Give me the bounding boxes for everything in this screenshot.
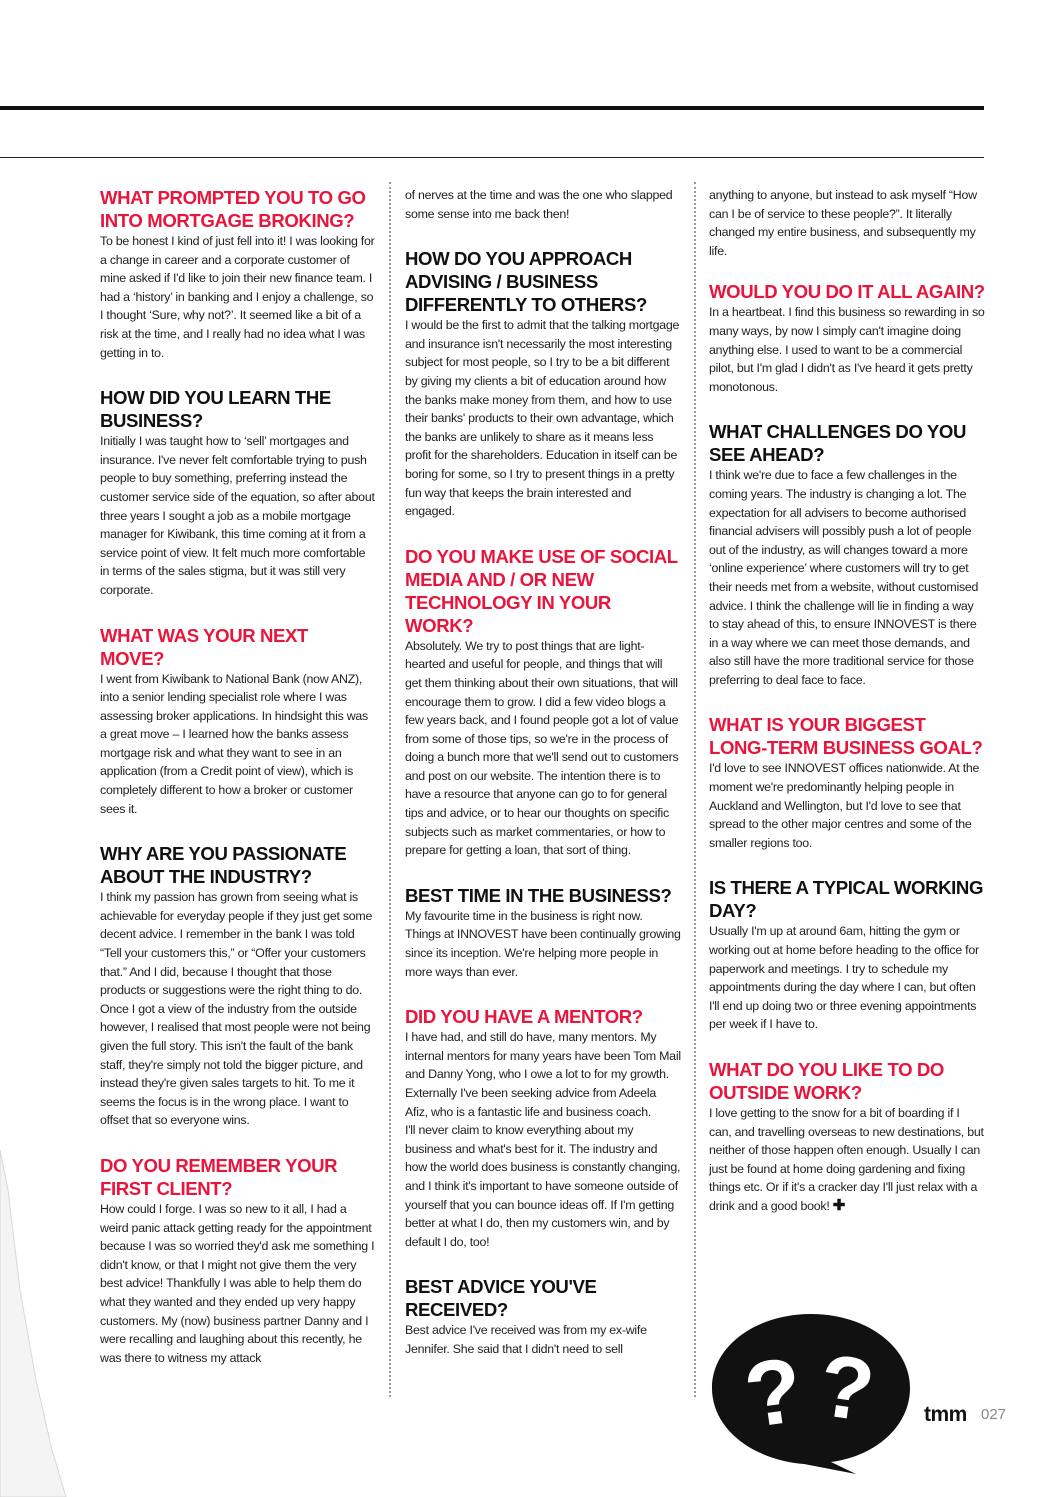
- question-heading: WHAT CHALLENGES DO YOU SEE AHEAD?: [709, 421, 967, 466]
- question-heading: WHAT IS YOUR BIGGEST LONG-TERM BUSINESS GOAL?: [709, 714, 983, 759]
- answer-text: I have had, and still do have, many mentors. My internal mentors for many years have been Tom Mail and Danny Yong, who I owe a lot to for my growth. Externally I've been seeking advice from Adeela Afiz, who is a fantastic life and business coach.: [405, 1030, 681, 1119]
- answer-body: I love getting to the snow for a bit of boarding if I can, and travelling overseas to new destinations, but neither of those happen often enough. Usually I can just be found at home doing gardening and fixing things etc. Or if it's a cracker day I'll just relax with a drink and a good book!: [709, 1106, 984, 1213]
- question-heading: HOW DO YOU APPROACH ADVISING / BUSINESS DIFFERENTLY TO OTHERS?: [405, 248, 647, 316]
- answer-text: I'd love to see INNOVEST offices nationwide. At the moment we're predominantly helping people in Auckland and Wellington, but I'd love to see that spread to the other major centres and some of the smaller regions too.: [709, 761, 980, 850]
- answer-text: In a heartbeat. I find this business so rewarding in so many ways, by now I simply can't imagine doing anything else. I used to want to be a commercial pilot, but I'm glad I didn't as I've heard it gets pretty monotonous.: [709, 305, 985, 394]
- question-heading: DID YOU HAVE A MENTOR?: [405, 1006, 643, 1028]
- question-heading: HOW DID YOU LEARN THE BUSINESS?: [100, 387, 331, 432]
- left-edge-figure: [0, 1150, 70, 1497]
- answer-text: [709, 1104, 985, 1216]
- answer-text: Best advice I've received was from my ex-wife Jennifer. She said that I didn't need to sell: [405, 1323, 647, 1356]
- answer-text: Initially I was taught how to ‘sell’ mortgages and insurance. I've never felt comfortable trying to push people to buy something, preferring instead the customer service side of the equation, so after about three years I sought a job as a mobile mortgage manager for Kiwibank, this time coming at it from a service point of view. It felt much more comfortable in terms of the sales stigma, but it was still very corporate.: [100, 434, 375, 597]
- question-heading: DO YOU MAKE USE OF SOCIAL MEDIA AND / OR NEW TECHNOLOGY IN YOUR WORK?: [405, 545, 678, 636]
- question-marks-speech-bubble-icon: [706, 1306, 916, 1476]
- answer-text: I'll never claim to know everything about my business and what's best for it. The industry and how the world does business is constantly changing, and I think it's important to have someone outside of yourself that you can bounce ideas off. If I'm getting better at what I do, then my customers win, and by default I do, too!: [405, 1123, 681, 1249]
- answer-text: I would be the first to admit that the talking mortgage and insurance isn't necessarily the most interesting subject for most people, so I try to be a bit different by giving my clients a bit of education around how the banks make money from them, and how to use their banks' products to their own advantage, which the banks are unlikely to share as it means less profit for the shareholders. Education in itself can be boring for some, so I try to present things in a pretty fun way that keeps the brain interested and engaged.: [405, 318, 680, 519]
- answer-text: My favourite time in the business is right now. Things at INNOVEST have been continually growing since its inception. We're helping more people in more ways than ever.: [405, 908, 681, 979]
- answer-text: How could I forge. I was so new to it all, I had a weird panic attack getting ready for the appointment because I was so worried they'd ask me something I didn't know, or that I might not give them the very best advice! Thankfully I was able to help them do what they wanted and they ended up very happy customers. My (now) business partner Danny and I were recalling and laughing about this recently, he was there to witness my attack: [100, 1201, 375, 1365]
- question-heading: IS THERE A TYPICAL WORKING DAY?: [709, 877, 984, 922]
- magazine-logo: tmm: [924, 1403, 967, 1426]
- page-number: 027: [981, 1406, 1007, 1423]
- svg-text:?: ?: [813, 1334, 881, 1441]
- svg-text:?: ?: [738, 1338, 809, 1448]
- answer-text: Usually I'm up at around 6am, hitting the gym or working out at home before heading to the office for paperwork and meetings. I try to schedule my appointments during the day where I can, but often I'll end up doing two or three evening appointments per week if I have to.: [709, 924, 979, 1032]
- question-heading: BEST TIME IN THE BUSINESS?: [405, 884, 672, 906]
- question-heading: WHAT PROMPTED YOU TO GO INTO MORTGAGE BROKING?: [100, 187, 366, 231]
- answer-text: Absolutely. We try to post things that are light-hearted and useful for people, and things that will get them thinking about their own situations, that will encourage them to grow. I did a few video blogs a few years back, and I found people got a lot of value from some of those tips, so we're in the process of doing a bunch more that we'll send out to customers and post on our website. The intention there is to have a resource that anyone can go to for general tips and advice, or to hear our thoughts on specific subjects such as market commentaries, or how to prepare for getting a loan, that sort of thing.: [405, 638, 679, 858]
- column-3: [709, 186, 985, 1216]
- question-heading: WHAT WAS YOUR NEXT MOVE?: [100, 624, 309, 669]
- answer-text: I think my passion has grown from seeing what is achievable for everyday people if they just get some decent advice. I remember in the bank I was told “Tell your customers this,” or “Offer your customers that.” And I did, because I thought that those products or suggestions were the right thing to do. Once I got a view of the industry from the outside however, I realised that most people were not being given the full story. This isn't the fault of the bank staff, they're simply not told the bigger picture, and instead they're given sales targets to hit. To me it seems the focus is in the wrong place. I want to offset that so everyone wins.: [100, 890, 373, 1128]
- column-2: [405, 186, 681, 1359]
- top-rule-thick: [0, 106, 984, 110]
- column-1: [100, 186, 376, 1367]
- top-rule-thin: [0, 157, 984, 158]
- plus-cross-icon: ✚: [832, 1196, 846, 1214]
- question-heading: DO YOU REMEMBER YOUR FIRST CLIENT?: [100, 1154, 338, 1199]
- question-heading: BEST ADVICE YOU'VE RECEIVED?: [405, 1276, 597, 1321]
- column-separator-2: [694, 182, 696, 1397]
- column-separator-1: [389, 182, 391, 1397]
- answer-text: I went from Kiwibank to National Bank (now ANZ), into a senior lending specialist role where I was assessing broker applications. In hindsight this was a great move – I learned how the banks assess mortgage risk and what they want to see in an application (from a Credit point of view), which is completely different to how a broker or customer sees it.: [100, 671, 369, 816]
- question-heading: WHAT DO YOU LIKE TO DO OUTSIDE WORK?: [709, 1059, 944, 1103]
- continued-text: anything to anyone, but instead to ask myself “How can I be of service to these people?”. It literally changed my entire business, and subsequently my life.: [709, 188, 977, 258]
- answer-text: I think we're due to face a few challenges in the coming years. The industry is changing a lot. The expectation for all advisers to become authorised financial advisers will possibly push a lot of people out of the industry, as will changes toward a more ‘online experience’ where customers will try to get their needs met from a website, without customised advice. I think the challenge will lie in finding a way to stay ahead of this, to ensure INNOVEST is there in a way where we can meet those demands, and also still have the more traditional service for those preferring to deal face to face.: [709, 468, 979, 687]
- question-heading: WHY ARE YOU PASSIONATE ABOUT THE INDUSTRY?: [100, 843, 347, 888]
- continued-text: of nerves at the time and was the one who slapped some sense into me back then!: [405, 188, 673, 221]
- question-heading: WOULD YOU DO IT ALL AGAIN?: [709, 281, 985, 303]
- answer-text: To be honest I kind of just fell into it! I was looking for a change in career and a corporate customer of mine asked if I'd like to join their new finance team. I had a ‘history’ in banking and I enjoy a challenge, so I thought ‘Sure, why not?’. It seemed like a bit of a risk at the time, and I really had no idea what I was getting in to.: [100, 234, 375, 360]
